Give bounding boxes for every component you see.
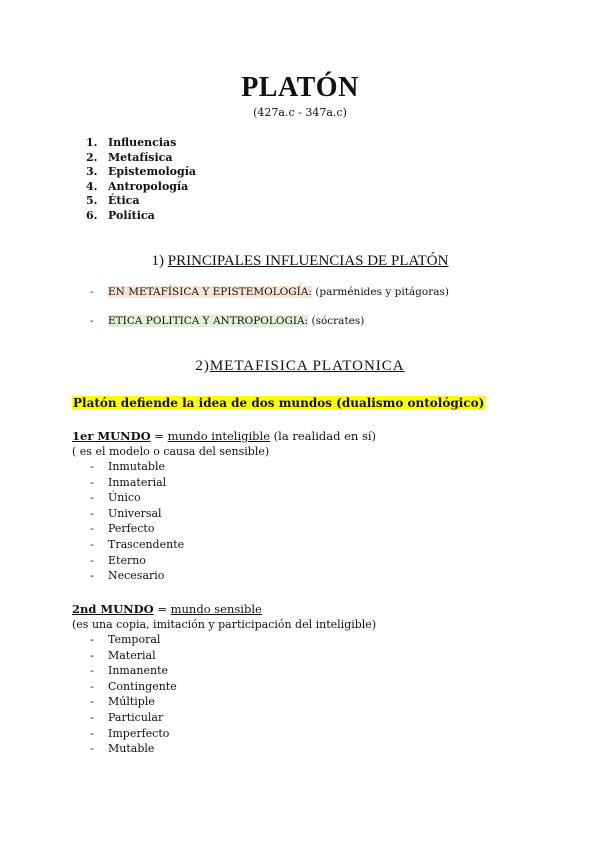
section2-heading	[0, 358, 600, 375]
list-item: - Múltiple	[90, 695, 155, 709]
list-item: - Temporal	[90, 633, 161, 646]
mundo2-subtitle: (es una copia, imitación y participación del inteligible)	[72, 618, 377, 631]
influence-highlight: EN METAFÍSICA Y EPISTEMOLOGÍA:	[108, 286, 312, 298]
list-item: - Necesario	[90, 569, 165, 583]
page-title: PLATÓN	[241, 72, 359, 103]
list-item: - Particular	[90, 710, 164, 724]
toc-item: 5. Ética	[86, 194, 140, 208]
toc-item: 6. Política	[86, 208, 155, 222]
highlighted-thesis: Platón defiende la idea de dos mundos (dualismo ontológico)	[73, 396, 485, 410]
toc-item: 1. Influencias	[86, 136, 177, 149]
toc-item: 4. Antropología	[86, 179, 189, 193]
list-item: - Perfecto	[90, 522, 155, 536]
influence-item: - ETICA POLITICA Y ANTROPOLOGIA: (sócrates)	[90, 315, 365, 327]
list-item: - Trascendente	[90, 537, 185, 551]
toc-item: 2. Metafísica	[86, 150, 173, 164]
influence-item: - EN METAFÍSICA Y EPISTEMOLOGÍA: (parménides y pitágoras)	[90, 286, 449, 298]
list-item: - Contingente	[90, 679, 177, 693]
influence-highlight: ETICA POLITICA Y ANTROPOLOGIA:	[108, 315, 309, 327]
page-subtitle-dates: (427a.c - 347a.c)	[253, 106, 347, 119]
list-item: - Material	[90, 648, 156, 662]
mundo1-heading: 1er MUNDO = mundo inteligible (la realidad en sí)	[72, 429, 377, 443]
list-item: - Imperfecto	[90, 726, 170, 740]
mundo1-properties	[90, 459, 184, 584]
list-item: - Inmutable	[90, 460, 165, 473]
section2-number: 2)	[195, 358, 210, 374]
section2-title: METAFISICA PLATONICA	[209, 358, 405, 374]
list-item: - Eterno	[90, 553, 146, 567]
list-item: - Inmaterial	[90, 475, 167, 489]
list-item: - Universal	[90, 506, 162, 520]
mundo2-properties	[90, 632, 177, 757]
mundo1-subtitle: ( es el modelo o causa del sensible)	[72, 445, 270, 458]
mundo2-heading: 2nd MUNDO = mundo sensible	[72, 602, 262, 616]
table-of-contents	[86, 136, 196, 224]
section1-heading	[0, 253, 600, 270]
section1-title: PRINCIPALES INFLUENCIAS DE PLATÓN	[167, 253, 449, 269]
list-item: - Mutable	[90, 742, 155, 756]
list-item: - Inmanente	[90, 664, 169, 678]
list-item: - Único	[90, 491, 141, 505]
section1-number: 1)	[151, 253, 164, 269]
toc-item: 3. Epistemología	[86, 165, 197, 179]
